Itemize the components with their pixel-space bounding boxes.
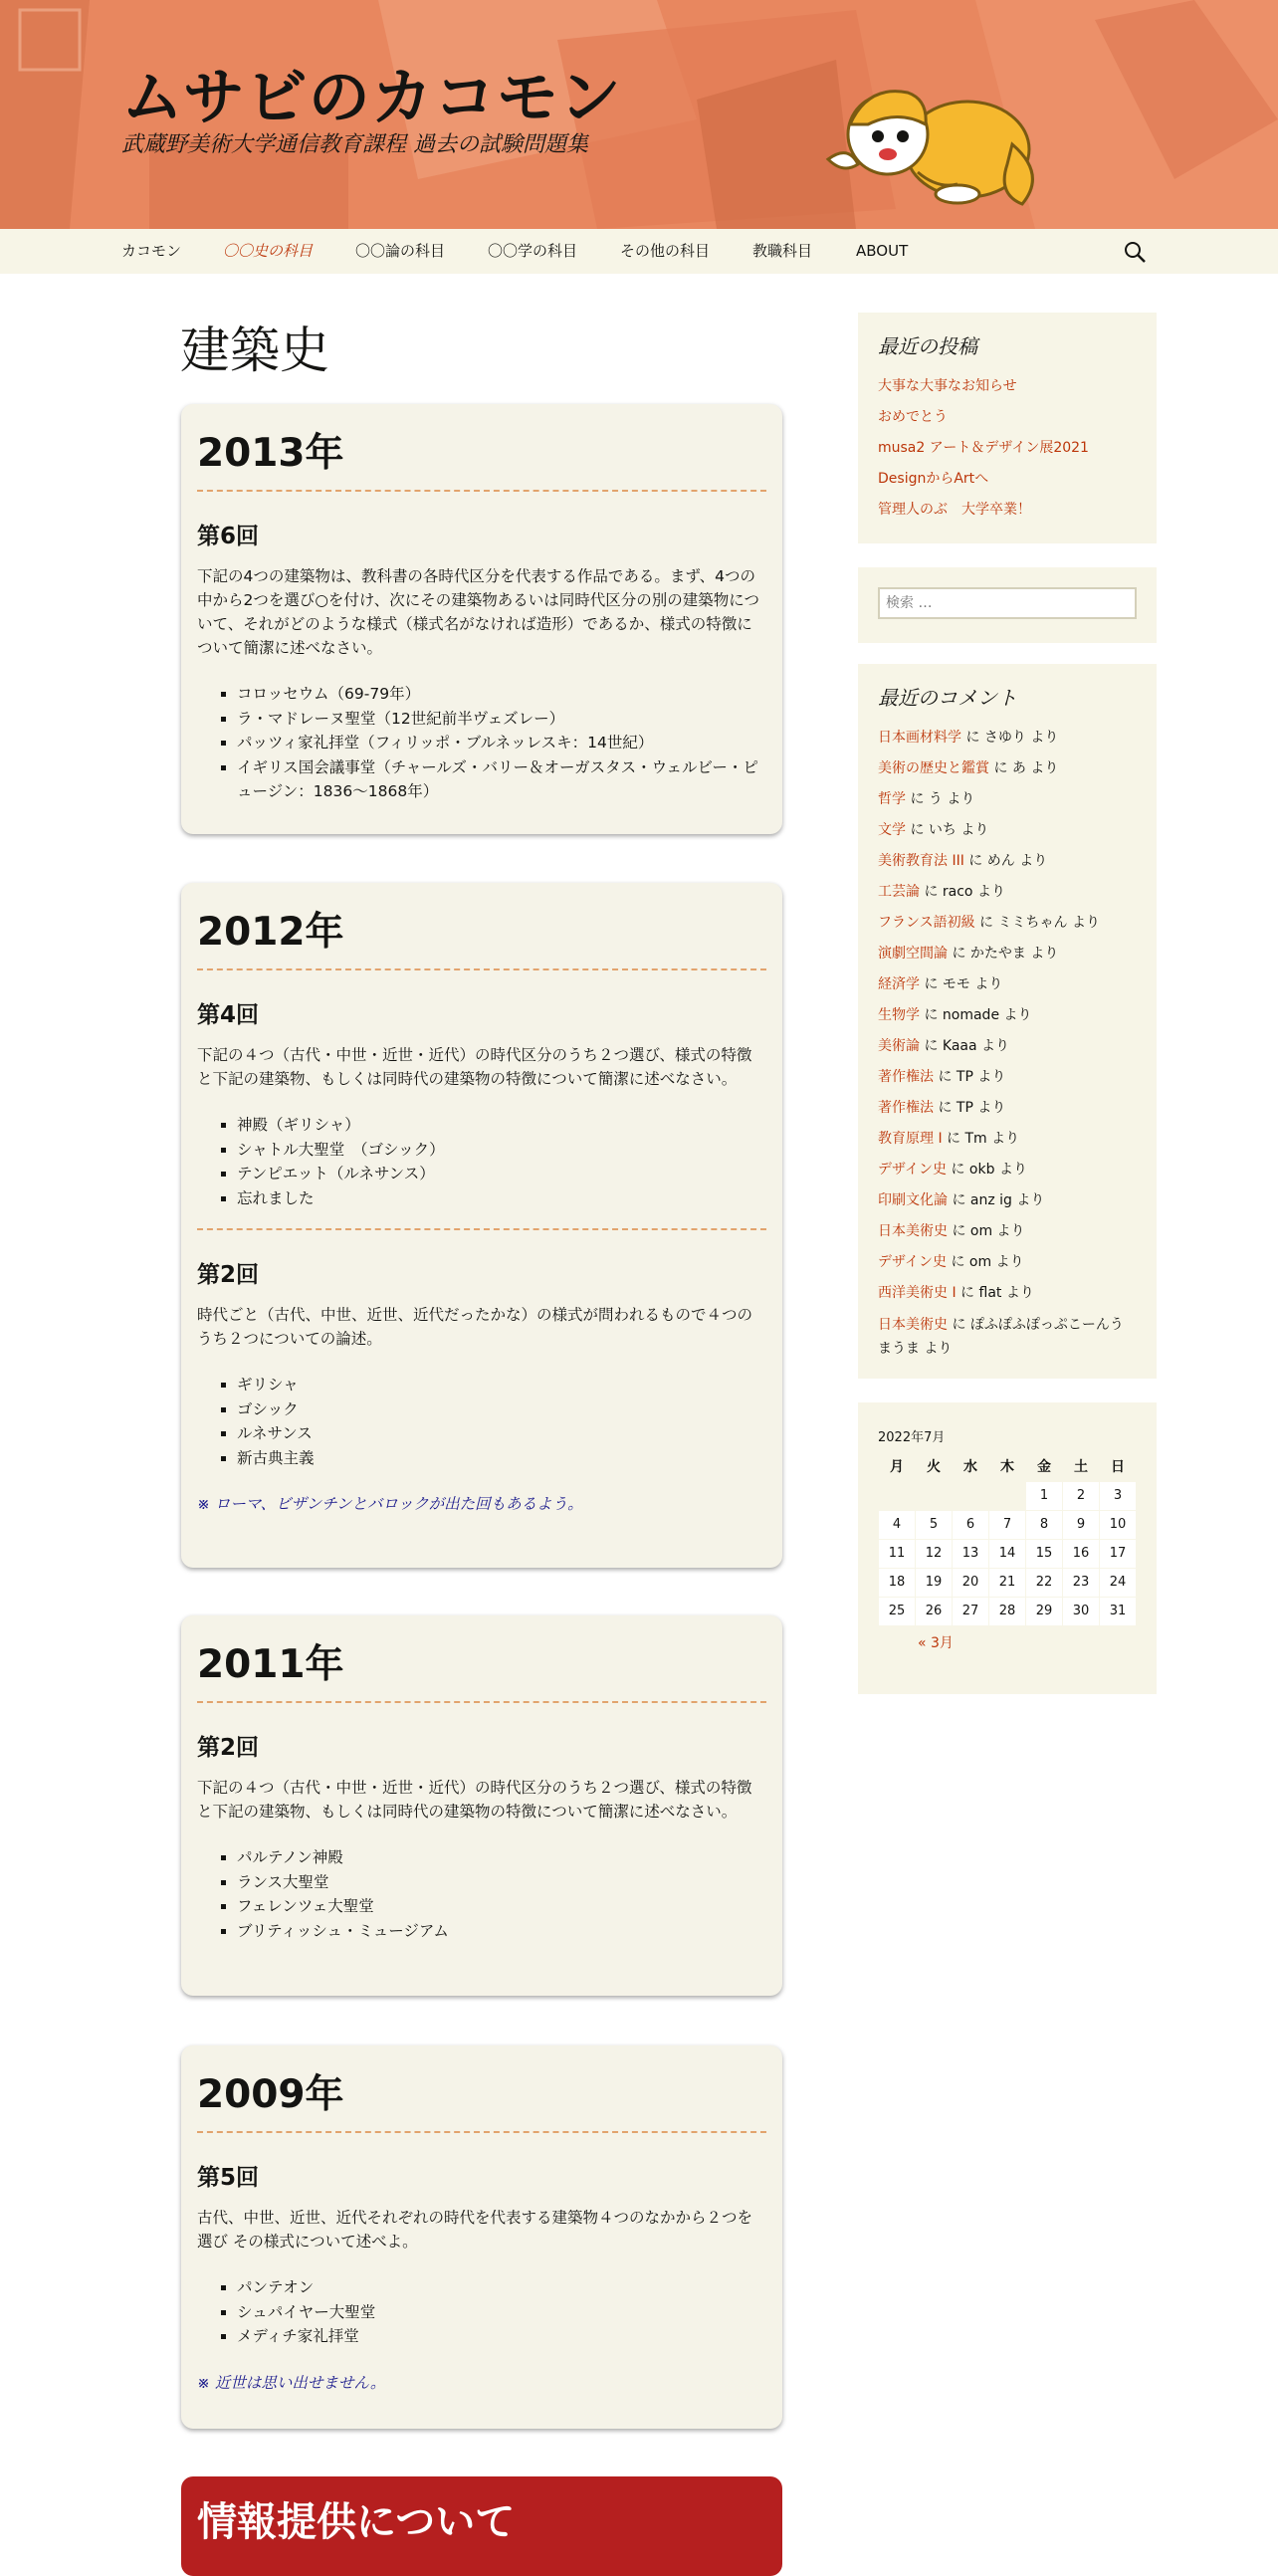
comment-post-link[interactable]: フランス語初級 [878, 915, 975, 931]
post-year: 2011年 [197, 1615, 766, 1703]
comment-author-text: に ぽふぽふぽっぷこーんうまうま より [878, 1317, 1124, 1357]
post-card-2013 [181, 404, 782, 834]
comment-item [878, 1309, 1137, 1361]
comment-author-text: に TP より [938, 1069, 1006, 1085]
calendar-weekday: 日 [1111, 1458, 1125, 1475]
calendar-day [989, 1481, 1026, 1510]
list-item: ▪ ブリティッシュ・ミュージアム [237, 1919, 766, 1944]
list-item: ▪ ランス大聖堂 [237, 1870, 766, 1895]
comment-post-link[interactable]: 西洋美術史 I [878, 1285, 957, 1301]
exam-section [197, 492, 766, 804]
list-item: ▪ フェレンツェ大聖堂 [237, 1894, 766, 1919]
comment-author-text: に raco より [924, 884, 1005, 900]
calendar-day: 9 [1063, 1510, 1100, 1539]
comment-item [878, 1031, 1137, 1062]
post-card-2009 [181, 2045, 782, 2429]
calendar-day: 19 [916, 1568, 953, 1597]
comment-author-text: に あ より [993, 760, 1059, 776]
calendar-day: 6 [953, 1510, 989, 1539]
comment-author-text: に さゆり より [965, 730, 1059, 746]
nav-item-science-subjects[interactable]: 〇〇学の科目 [488, 242, 578, 260]
recent-post-link[interactable]: おめでとう [878, 409, 948, 425]
comment-item [878, 877, 1137, 908]
comment-post-link[interactable]: 経済学 [878, 976, 920, 992]
calendar-day: 25 [879, 1597, 916, 1625]
comment-author-text: に かたやま より [952, 946, 1059, 962]
comment-item [878, 846, 1137, 877]
exam-items [237, 2275, 766, 2349]
comment-author-text: に Kaaa より [924, 1038, 1010, 1054]
comment-post-link[interactable]: 印刷文化論 [878, 1192, 948, 1208]
calendar-day: 30 [1063, 1597, 1100, 1625]
calendar-day: 15 [1026, 1539, 1063, 1568]
calendar-day: 10 [1100, 1510, 1137, 1539]
nav-item-kakomon[interactable]: カコモン [121, 242, 182, 260]
calendar-weekday: 水 [963, 1458, 977, 1475]
post-card-2011 [181, 1615, 782, 1996]
recent-post-link[interactable]: 管理人のぶ 大学卒業！ [878, 502, 1031, 518]
comment-author-text: に om より [952, 1223, 1025, 1239]
comment-post-link[interactable]: 日本画材料学 [878, 730, 961, 746]
comment-author-text: に nomade より [924, 1007, 1032, 1023]
calendar-day: 27 [953, 1597, 989, 1625]
post-year: 2012年 [197, 883, 766, 970]
comment-item [878, 1093, 1137, 1124]
exam-heading: 第4回 [197, 1002, 260, 1028]
search-widget [858, 567, 1157, 643]
calendar-day: 17 [1100, 1539, 1137, 1568]
comment-post-link[interactable]: 教育原理 I [878, 1131, 943, 1147]
calendar-day: 18 [879, 1568, 916, 1597]
comment-item [878, 939, 1137, 969]
comment-post-link[interactable]: 著作権法 [878, 1100, 934, 1116]
list-item: ▪ ギリシャ [237, 1373, 766, 1397]
comment-post-link[interactable]: 日本美術史 [878, 1223, 948, 1239]
calendar-day: 31 [1100, 1597, 1137, 1625]
comment-item [878, 1216, 1137, 1247]
site-title[interactable]: ムサビのカコモン [121, 61, 622, 133]
calendar-day: 14 [989, 1539, 1026, 1568]
calendar-day: 28 [989, 1597, 1026, 1625]
info-box [181, 2476, 782, 2576]
post-year: 2013年 [197, 404, 766, 492]
calendar-day: 13 [953, 1539, 989, 1568]
calendar-day: 22 [1026, 1568, 1063, 1597]
comment-author-text: に めん より [968, 853, 1048, 869]
comment-post-link[interactable]: 哲学 [878, 791, 906, 807]
calendar-day [916, 1481, 953, 1510]
comment-post-link[interactable]: 日本美術史 [878, 1317, 948, 1333]
comment-item [878, 1000, 1137, 1031]
calendar-day: 20 [953, 1568, 989, 1597]
comment-author-text: に okb より [951, 1162, 1027, 1178]
comment-item [878, 1155, 1137, 1185]
list-item: ▪ ラ・マドレーヌ聖堂（12世紀前半ヴェズレー） [237, 707, 766, 732]
exam-question: 下記の4つの建築物は、教科書の各時代区分を代表する作品である。まず、4つの中から2つを選び○を付け、次にその建築物あるいは同時代区分の別の建築物について、それがどのような様式（様式名がなければ造形）であるか、様式の特徴について簡潔に述べなさい。 [197, 567, 759, 657]
list-item: ▪ 神殿（ギリシャ） [237, 1113, 766, 1138]
comment-item [878, 723, 1137, 753]
calendar-widget [858, 1402, 1157, 1694]
site-description: 武蔵野美術大学通信教育課程 過去の試験問題集 [121, 132, 588, 157]
comment-author-text: に TP より [938, 1100, 1006, 1116]
calendar-day: 3 [1100, 1481, 1137, 1510]
comment-post-link[interactable]: デザイン史 [878, 1162, 948, 1178]
exam-items [237, 682, 766, 804]
calendar-day: 26 [916, 1597, 953, 1625]
comment-author-text: に う より [910, 791, 975, 807]
nav-item-other-subjects[interactable]: その他の科目 [620, 242, 711, 260]
comment-author-text: に いち より [910, 822, 989, 838]
exam-section [197, 1703, 766, 1943]
comment-item [878, 1124, 1137, 1155]
list-item: ▪ テンピエット（ルネサンス） [237, 1162, 766, 1186]
exam-items [237, 1845, 766, 1943]
comment-item [878, 969, 1137, 1000]
calendar-day: 1 [1026, 1481, 1063, 1510]
list-item: ▪ シャトル大聖堂 （ゴシック） [237, 1138, 766, 1163]
comment-post-link[interactable]: 文学 [878, 822, 906, 838]
comment-post-link[interactable]: 工芸論 [878, 884, 920, 900]
comment-item [878, 753, 1137, 784]
list-item: ▪ コロッセウム（69-79年） [237, 682, 766, 707]
exam-question: 時代ごと（古代、中世、近世、近代だったかな）の様式が問われるもので４つのうち２つについての論述。 [197, 1306, 753, 1348]
list-item: ▪ シュパイヤー大聖堂 [237, 2300, 766, 2325]
comment-post-link[interactable]: 生物学 [878, 1007, 920, 1023]
list-item: ▪ メディチ家礼拝堂 [237, 2324, 766, 2349]
exam-heading: 第5回 [197, 2165, 260, 2191]
calendar-day: 11 [879, 1539, 916, 1568]
calendar-day: 8 [1026, 1510, 1063, 1539]
mascot-illustration [808, 55, 1047, 214]
exam-section [197, 2133, 766, 2395]
list-item: ▪ ルネサンス [237, 1421, 766, 1446]
comment-author-text: に ミミちゃん より [979, 915, 1100, 931]
exam-question: 下記の４つ（古代・中世・近世・近代）の時代区分のうち２つ選び、様式の特徴と下記の建築物、もしくは同時代の建築物の特徴について簡潔に述べなさい。 [197, 1779, 752, 1821]
exam-section [197, 1228, 766, 1516]
calendar-table [878, 1451, 1137, 1626]
recent-post-link[interactable]: 大事な大事なお知らせ [878, 378, 1017, 394]
page-title: 建築史 [180, 322, 329, 379]
widget-title: 最近の投稿 [878, 334, 977, 358]
comment-item [878, 1278, 1137, 1309]
calendar-day: 21 [989, 1568, 1026, 1597]
comment-author-text: に flat より [960, 1285, 1034, 1301]
exam-question: 古代、中世、近世、近代それぞれの時代を代表する建築物４つのなかから２つを選び その様式について述べよ。 [197, 2209, 753, 2251]
post-card-2012 [181, 883, 782, 1568]
list-item: ▪ パルテノン神殿 [237, 1845, 766, 1870]
recent-post-link[interactable]: DesignからArtへ [878, 471, 989, 487]
list-item: ▪ ゴシック [237, 1397, 766, 1422]
exam-items [237, 1113, 766, 1210]
search-input[interactable] [878, 587, 1137, 619]
calendar-weekday: 火 [927, 1458, 941, 1475]
exam-heading: 第2回 [197, 1262, 260, 1288]
calendar-weekday: 月 [890, 1458, 904, 1475]
list-item: ▪ イギリス国会議事堂（チャールズ・バリー＆オーガスタス・ウェルビー・ピュージン：1836～1868年） [237, 755, 766, 804]
comment-post-link[interactable]: 演劇空間論 [878, 946, 948, 962]
comment-post-link[interactable]: 著作権法 [878, 1069, 934, 1085]
comment-author-text: に anz ig より [952, 1192, 1045, 1208]
comment-item [878, 815, 1137, 846]
calendar-day [953, 1481, 989, 1510]
exam-section [197, 970, 766, 1210]
calendar-day: 24 [1100, 1568, 1137, 1597]
comment-author-text: に Tm より [947, 1131, 1020, 1147]
nav-item-teaching-subjects[interactable]: 教職科目 [752, 242, 813, 260]
exam-note: ※ 近世は思い出せません。 [197, 2373, 386, 2392]
calendar-day: 4 [879, 1510, 916, 1539]
list-item: ▪ 新古典主義 [237, 1446, 766, 1471]
calendar-day: 23 [1063, 1568, 1100, 1597]
calendar-day: 16 [1063, 1539, 1100, 1568]
comment-post-link[interactable]: 美術の歴史と鑑賞 [878, 760, 989, 776]
calendar-weekday: 木 [1000, 1458, 1014, 1475]
calendar-day: 5 [916, 1510, 953, 1539]
recent-comments-widget [858, 664, 1157, 1379]
recent-posts-widget [858, 313, 1157, 543]
list-item: ▪ パッツィ家礼拝堂（フィリッポ・ブルネッレスキ：14世紀） [237, 731, 766, 755]
nav-item-theory-subjects[interactable]: 〇〇論の科目 [355, 242, 446, 260]
post-year: 2009年 [197, 2045, 766, 2133]
comment-author-text: に om より [951, 1254, 1024, 1270]
exam-heading: 第2回 [197, 1735, 260, 1761]
calendar-day [879, 1481, 916, 1510]
comment-item [878, 1062, 1137, 1093]
calendar-day: 2 [1063, 1481, 1100, 1510]
calendar-weekday: 金 [1037, 1458, 1051, 1475]
calendar-day: 7 [989, 1510, 1026, 1539]
comment-post-link[interactable]: デザイン史 [878, 1254, 948, 1270]
recent-post-link[interactable]: musa2 アート＆デザイン展2021 [878, 440, 1089, 456]
comment-list [878, 723, 1137, 1361]
comment-item [878, 1185, 1137, 1216]
calendar-prev-link[interactable]: « 3月 [918, 1634, 954, 1651]
calendar-weekday: 土 [1074, 1458, 1088, 1475]
calendar-day: 12 [916, 1539, 953, 1568]
exam-items [237, 1373, 766, 1470]
comment-author-text: に モモ より [924, 976, 1003, 992]
comment-item [878, 784, 1137, 815]
exam-heading: 第6回 [197, 524, 260, 549]
comment-item [878, 908, 1137, 939]
widget-title: 最近のコメント [878, 686, 1017, 710]
list-item: ▪ 忘れました [237, 1186, 766, 1211]
calendar-day: 29 [1026, 1597, 1063, 1625]
list-item: ▪ パンテオン [237, 2275, 766, 2300]
comment-item [878, 1247, 1137, 1278]
nav-item-history-subjects[interactable]: 〇〇史の科目 [223, 242, 314, 260]
search-icon[interactable] [1123, 240, 1147, 264]
info-box-title: 情報提供について [197, 2499, 516, 2545]
site-header [0, 0, 1278, 229]
exam-question: 下記の４つ（古代・中世・近世・近代）の時代区分のうち２つ選び、様式の特徴と下記の建築物、もしくは同時代の建築物の特徴について簡潔に述べなさい。 [197, 1046, 752, 1088]
nav-item-about[interactable]: ABOUT [856, 242, 909, 260]
comment-post-link[interactable]: 美術論 [878, 1038, 920, 1054]
calendar-caption: 2022年7月 [878, 1430, 946, 1445]
comment-post-link[interactable]: 美術教育法 III [878, 853, 964, 869]
main-navigation [0, 229, 1278, 274]
exam-note: ※ ローマ、ビザンチンとバロックが出た回もあるよう。 [197, 1495, 583, 1513]
